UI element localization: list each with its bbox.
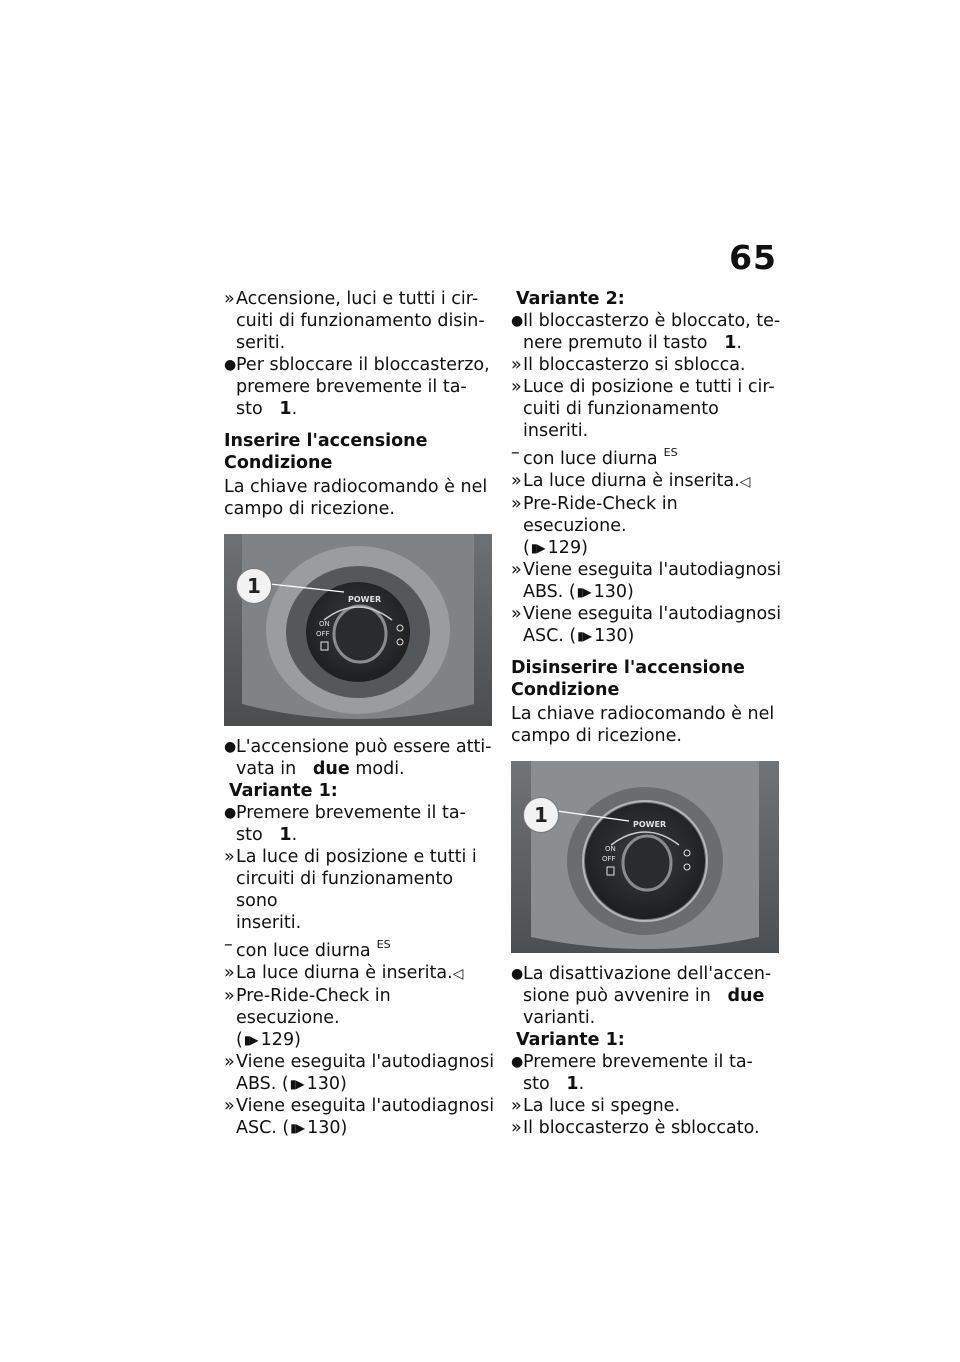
svg-text:POWER: POWER [348,595,382,604]
condition-text: campo di ricezione. [224,499,395,519]
result-item: » Pre-Ride-Check in esecuzione. [511,494,678,536]
ignition-switch-photo [511,761,779,953]
svg-text:ON: ON [605,845,616,853]
svg-text:POWER: POWER [633,820,667,829]
page-ref-arrow-icon: ▮▶ [577,629,592,643]
result-item-cont: circuiti di funzionamento sono [236,869,454,911]
bullet-item-cont: nere premuto il tasto 1. [523,333,742,353]
condition-text: La chiave radiocomando è nel [511,704,775,724]
bullet-item: ● Premere brevemente il ta- [224,803,466,823]
result-item-cont: cuiti di funzionamento inseriti. [523,399,719,441]
ignition-switch-illustration [224,534,492,726]
section-heading: Inserire l'accensione [224,431,428,451]
bullet-item-cont: sione può avvenire in due [523,986,765,1006]
bullet-item: ● Per sbloccare il bloccasterzo, [224,355,490,375]
dash-item: – con luce diurna $^{ES}$ [511,443,678,469]
result-item: » La luce diurna è inserita.◁ [224,963,464,983]
result-item-cont: cuiti di funzionamento disin- [236,311,485,331]
page-ref-arrow-icon: ▮▶ [576,585,591,599]
result-item: » Viene eseguita l'autodiagnosi [511,604,782,624]
callout-label: 1 [523,797,559,833]
result-item-cont: inseriti. [236,913,302,933]
condition-text: campo di ricezione. [511,726,682,746]
bullet-item-cont: sto 1. [236,825,298,845]
svg-text:ON: ON [319,620,330,628]
ignition-switch-illustration [511,761,779,953]
end-mark-icon: ◁ [739,474,751,490]
result-item: » Pre-Ride-Check in esecuzione. [224,986,391,1028]
condition-text: La chiave radiocomando è nel [224,477,488,497]
page-reference[interactable]: ASC. (▮▶ 130) [523,626,635,646]
page-ref-arrow-icon: ▮▶ [289,1077,304,1091]
condition-heading: Condizione [224,453,333,473]
bullet-item-cont: vata in due modi. [236,759,405,779]
page-ref-arrow-icon: ▮▶ [290,1121,305,1135]
result-item: » La luce diurna è inserita.◁ [511,471,751,491]
right-column [511,288,783,1139]
end-mark-icon: ◁ [452,966,464,982]
page-reference[interactable]: ABS. (▮▶ 130) [523,582,634,602]
page-ref-arrow-icon: ▮▶ [243,1033,258,1047]
variant-label: Variante 1: [516,1030,625,1050]
section-heading: Disinserire l'accensione [511,658,745,678]
dash-item: – con luce diurna $^{ES}$ [224,935,391,961]
page-ref-arrow-icon: ▮▶ [530,541,545,555]
page-reference[interactable]: (▮▶ 129) [236,1030,301,1050]
variant-label: Variante 1: [229,781,338,801]
left-column [224,288,496,1139]
bullet-item-cont: sto 1. [236,399,298,419]
bullet-item: ● La disattivazione dell'accen- [511,964,772,984]
result-item: » La luce di posizione e tutti i [224,847,477,867]
variant-label: Variante 2: [516,289,625,309]
bullet-item-cont: premere brevemente il ta- [236,377,467,397]
condition-heading: Condizione [511,680,620,700]
result-item: » Il bloccasterzo è sbloccato. [511,1118,760,1138]
ignition-switch-photo [224,534,492,726]
svg-text:OFF: OFF [316,630,330,638]
result-item: » Il bloccasterzo si sblocca. [511,355,746,375]
bullet-item: ● L'accensione può essere atti- [224,737,492,757]
result-item: » La luce si spegne. [511,1096,681,1116]
page-reference[interactable]: (▮▶ 129) [523,538,588,558]
svg-text:OFF: OFF [602,855,616,863]
page-reference[interactable]: ABS. (▮▶ 130) [236,1074,347,1094]
result-item: » Luce di posizione e tutti i cir- [511,377,775,397]
bullet-item-cont: sto 1. [523,1074,585,1094]
bullet-item: ● Il bloccasterzo è bloccato, te- [511,311,781,331]
result-item: » Viene eseguita l'autodiagnosi [224,1096,495,1116]
page-number: 65 [729,238,777,277]
callout-label: 1 [236,568,272,604]
bullet-item: ● Premere brevemente il ta- [511,1052,753,1072]
result-item: » Viene eseguita l'autodiagnosi [224,1052,495,1072]
result-item-cont: seriti. [236,333,286,353]
bullet-item-cont: varianti. [523,1008,596,1028]
result-item: » Viene eseguita l'autodiagnosi [511,560,782,580]
page-reference[interactable]: ASC. (▮▶ 130) [236,1118,348,1138]
result-item: » Accensione, luci e tutti i cir- [224,289,479,309]
